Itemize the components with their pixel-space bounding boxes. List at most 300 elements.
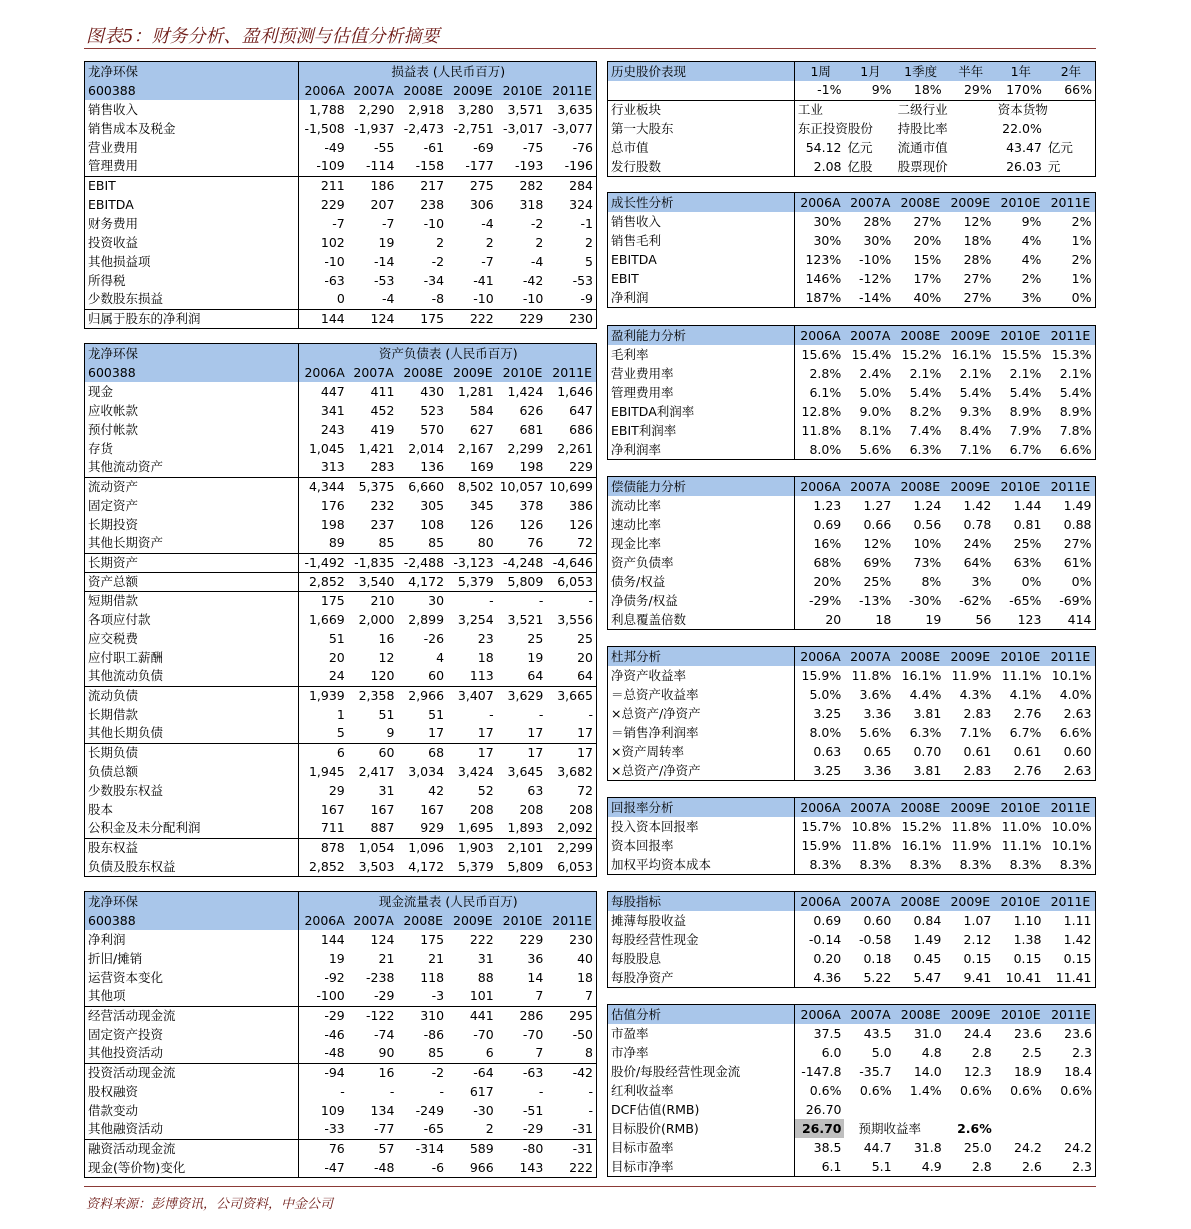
cell-value: 2007A <box>348 81 398 100</box>
cell-value: 2006A <box>794 892 844 911</box>
cell-value: 38.5 <box>794 1138 844 1157</box>
table-row <box>608 1081 1095 1100</box>
cell-value: 5 <box>299 724 348 743</box>
cell-value: 72 <box>577 535 593 551</box>
cell-value: -94 <box>299 1063 348 1082</box>
row-label: 少数股东损益 <box>88 291 164 307</box>
cell-value: 2,000 <box>358 611 395 627</box>
table-header-row <box>85 892 596 911</box>
table-row <box>85 1158 596 1177</box>
row-label: 投入资本回报率 <box>611 818 699 834</box>
cell-value: -3,123 <box>447 553 497 572</box>
cell-value: 22.0% <box>1002 120 1042 136</box>
cell-value: 85 <box>428 1045 445 1061</box>
cell-value: 175 <box>299 591 348 610</box>
cell-value: 2.76 <box>1013 762 1042 778</box>
cell-value: -30% <box>909 592 942 608</box>
cell-value: 5.6% <box>859 724 892 740</box>
cell-value: 8,502 <box>447 477 497 496</box>
cell-value: -0.14 <box>794 930 844 949</box>
cell-value: 资产负债表 (人民币百万) <box>299 344 596 363</box>
cell-value: 17 <box>447 743 497 762</box>
cell-value: 6.3% <box>909 724 942 740</box>
cell-value: 60 <box>348 743 398 762</box>
cell-value: 2009E <box>945 1005 995 1024</box>
cell-value: 8.0% <box>794 440 844 459</box>
cell-value: 2% <box>1071 213 1092 229</box>
cell-value: 26.03 <box>1006 158 1042 174</box>
cell-value: 3.6% <box>859 686 892 702</box>
table-row <box>608 1100 1095 1119</box>
cell-value: 7 <box>585 988 593 1004</box>
table-row <box>85 1006 596 1025</box>
cell-value: 10.0% <box>1051 818 1092 834</box>
cell-value: 109 <box>299 1101 348 1120</box>
cell-value: 股票现价 <box>897 158 948 174</box>
cell-value: 3,424 <box>457 763 494 779</box>
cell-value: -1,835 <box>348 553 398 572</box>
cell-value: 2,261 <box>557 440 593 456</box>
cell-value: 工业 <box>794 100 844 119</box>
row-label: 摊薄每股收益 <box>611 912 687 928</box>
cell-value <box>945 100 995 119</box>
cell-value: -65 <box>423 1121 445 1137</box>
table-row <box>85 458 596 477</box>
cell-value: 东正投资股份 <box>794 119 844 138</box>
cell-value: 5.0 <box>871 1044 892 1060</box>
cell-value: 1.27 <box>863 497 892 513</box>
cell-value: -48 <box>299 1044 348 1063</box>
cell-value: 2009E <box>447 363 497 382</box>
cell-value: 627 <box>469 421 494 437</box>
table-row <box>85 195 596 214</box>
cell-value: 2.63 <box>1063 705 1092 721</box>
cell-value: -70 <box>473 1026 494 1042</box>
cell-value: 1季度 <box>895 62 945 81</box>
cell-value: 18 <box>477 649 494 665</box>
cell-value: 229 <box>569 459 593 475</box>
table-row <box>85 572 596 591</box>
cell-value: 6.6% <box>1059 441 1092 457</box>
cell-value: 3,521 <box>507 611 544 627</box>
cell-value: -51 <box>522 1102 544 1118</box>
table-row <box>608 572 1095 591</box>
table-row <box>608 100 1095 119</box>
cell-value: 27% <box>1063 535 1092 551</box>
cell-value: 43.47 <box>1006 139 1042 155</box>
cell-value: 2,014 <box>408 440 445 456</box>
cell-value: 15.2% <box>901 818 942 834</box>
cell-value: 229 <box>519 931 544 947</box>
cell-value: 43.5 <box>863 1025 892 1041</box>
cell-value: 5.0% <box>859 384 892 400</box>
row-label: 每股股息 <box>611 950 662 966</box>
cell-value: 2 <box>485 1121 494 1137</box>
solvency-grid <box>608 477 1095 629</box>
cell-value: 16% <box>794 534 844 553</box>
row-label: 偿债能力分析 <box>608 477 794 496</box>
cell-value: 283 <box>370 459 395 475</box>
cell-value <box>1045 1119 1095 1138</box>
cell-value: -34 <box>423 272 445 288</box>
cell-value: 2006A <box>299 81 348 100</box>
cell-value: 3,571 <box>507 101 544 117</box>
row-label: 资产总额 <box>85 572 299 591</box>
cell-value: 1.4% <box>909 1082 942 1098</box>
cell-value: -2,751 <box>453 120 494 136</box>
row-label: 负债及股东权益 <box>88 858 176 874</box>
cell-value: - <box>439 1083 445 1099</box>
cell-value: 414 <box>1067 611 1092 627</box>
cell-value: 14 <box>527 969 544 985</box>
cell-value: 146% <box>794 269 844 288</box>
cell-value: -29 <box>373 988 395 1004</box>
cell-value: 18.4 <box>1064 1063 1092 1079</box>
cell-value: 7.4% <box>909 422 942 438</box>
table-row <box>85 290 596 309</box>
cell-value: 2年 <box>1045 62 1095 81</box>
cell-value: -47 <box>299 1158 348 1177</box>
cell-value: 30% <box>863 232 892 248</box>
cell-value: 2007A <box>844 892 894 911</box>
cell-value: 1,903 <box>447 838 497 857</box>
row-label: 红利收益率 <box>611 1082 674 1098</box>
cell-value: 7 <box>535 988 544 1004</box>
cell-value: 5,379 <box>457 858 494 874</box>
cell-value: 4.4% <box>909 686 942 702</box>
cell-value: 2,899 <box>408 611 445 627</box>
cell-value: 2.8 <box>971 1044 992 1060</box>
cell-value: -4 <box>481 215 494 231</box>
cell-value: -53 <box>572 272 593 288</box>
cell-value: -7 <box>299 214 348 233</box>
cell-value: 17 <box>497 743 547 762</box>
row-label: 净利润 <box>611 289 649 305</box>
cell-value: 15% <box>913 251 942 267</box>
cell-value: 134 <box>370 1102 395 1118</box>
cell-value: 29% <box>963 82 992 98</box>
cell-value: 亿元 <box>847 139 873 155</box>
cell-value: 9.0% <box>859 403 892 419</box>
cell-value <box>945 119 995 138</box>
cell-value: 6 <box>485 1045 494 1061</box>
cell-value: -49 <box>299 138 348 157</box>
row-label: 营业费用 <box>88 139 139 155</box>
cell-value: 17% <box>913 270 942 286</box>
cell-value: 25% <box>1013 535 1042 551</box>
cell-value: 元 <box>1047 158 1061 174</box>
cell-value: 4.8 <box>921 1044 942 1060</box>
cell-value: 2010E <box>994 798 1044 817</box>
table-row <box>608 761 1095 780</box>
table-row <box>85 100 596 119</box>
cell-value: 118 <box>420 969 445 985</box>
cell-value: 0.15 <box>963 950 992 966</box>
cell-value: 198 <box>519 459 544 475</box>
cell-value: 1 <box>299 705 348 724</box>
table-row <box>608 383 1095 402</box>
cell-value: 0.81 <box>1013 516 1042 532</box>
row-label: 利息覆盖倍数 <box>611 611 687 627</box>
cell-value: 4.3% <box>959 686 992 702</box>
cell-value: 2.3 <box>1072 1044 1092 1060</box>
cell-value: 2,092 <box>557 820 593 836</box>
cell-value: 167 <box>420 801 445 817</box>
cell-value: 341 <box>299 401 348 420</box>
cell-value: -109 <box>299 157 348 176</box>
cell-value: -4,646 <box>546 553 596 572</box>
row-label: 现金(等价物)变化 <box>88 1159 186 1175</box>
table-row <box>608 855 1095 874</box>
title-rule <box>84 48 1096 49</box>
cell-value: 2009E <box>944 326 994 345</box>
table-row <box>608 288 1095 307</box>
cell-value: 7.1% <box>959 724 992 740</box>
row-label: 债务/权益 <box>611 573 666 589</box>
cell-value: 4.0% <box>1059 686 1092 702</box>
table-row <box>85 214 596 233</box>
cell-value: 12% <box>863 535 892 551</box>
cell-value: 3,665 <box>546 686 596 705</box>
cell-value: 9 <box>386 725 395 741</box>
table-header-row <box>85 911 596 930</box>
cell-value: 0.20 <box>794 949 844 968</box>
cell-value: 6.1 <box>794 1157 844 1176</box>
cell-value: 5 <box>585 253 593 269</box>
cell-value: 27% <box>913 213 942 229</box>
cell-value: 16.1% <box>951 346 992 362</box>
row-label: 应交税费 <box>88 630 139 646</box>
cell-value: -48 <box>373 1159 395 1175</box>
cell-value: 4% <box>1021 232 1042 248</box>
cell-value: 211 <box>299 176 348 195</box>
table-row <box>85 987 596 1006</box>
row-label: 营业费用率 <box>611 365 674 381</box>
table-row <box>85 401 596 420</box>
table-row <box>85 762 596 781</box>
cell-value: 4 <box>436 649 445 665</box>
per-share-grid <box>608 892 1095 987</box>
row-label: 净债务/权益 <box>611 592 678 608</box>
row-label: 净利润 <box>88 931 126 947</box>
cell-value: -80 <box>497 1139 547 1158</box>
cell-value: 40 <box>577 950 593 966</box>
cell-value: 1% <box>1071 270 1092 286</box>
row-label: 销售成本及税金 <box>88 120 176 136</box>
cell-value: 1年 <box>995 62 1045 81</box>
cell-value: 2008E <box>894 647 944 666</box>
cell-value <box>1045 119 1095 138</box>
cell-value: 0% <box>1071 573 1092 589</box>
row-label: 股东权益 <box>85 838 299 857</box>
cell-value: 24.4 <box>963 1025 992 1041</box>
cell-value: 3,034 <box>408 763 445 779</box>
row-label: 资本回报率 <box>611 837 674 853</box>
cell-value: 2008E <box>397 363 447 382</box>
table-row <box>608 402 1095 421</box>
cell-value: -29 <box>299 1006 348 1025</box>
table-header-row <box>85 363 596 382</box>
cell-value: 15.6% <box>794 345 844 364</box>
cell-value: 23.6 <box>1064 1025 1092 1041</box>
cell-value: 186 <box>348 176 398 195</box>
cell-value: 2011E <box>1044 477 1094 496</box>
table-row <box>608 421 1095 440</box>
table-row <box>608 817 1095 836</box>
cell-value: -42 <box>522 272 544 288</box>
cell-value: 3,556 <box>557 611 593 627</box>
table-row <box>608 553 1095 572</box>
cell-value: -2,473 <box>403 120 445 136</box>
cell-value: 176 <box>299 496 348 515</box>
table-row <box>85 1063 596 1082</box>
cell-value: 5.1 <box>871 1158 892 1174</box>
table-row <box>85 591 596 610</box>
cell-value: 3,280 <box>457 101 494 117</box>
cell-value: 11.1% <box>1001 837 1042 853</box>
cell-value: 419 <box>370 421 395 437</box>
row-label: 应收帐款 <box>88 402 139 418</box>
cell-value: 230 <box>569 931 593 947</box>
cell-value: 15.2% <box>901 346 942 362</box>
cell-value: 6 <box>299 743 348 762</box>
cell-value: 2,417 <box>358 763 395 779</box>
cell-value: 10.8% <box>851 818 892 834</box>
cell-value: - <box>546 591 596 610</box>
cell-value: -42 <box>546 1063 596 1082</box>
cell-value: -4 <box>530 253 544 269</box>
cell-value <box>995 1100 1045 1119</box>
table-row <box>608 911 1095 930</box>
row-label: 存货 <box>88 440 114 456</box>
cell-value: -2 <box>397 1063 447 1082</box>
cell-value: 60 <box>428 668 445 684</box>
row-label: EBIT <box>85 176 299 195</box>
row-label: 总市值 <box>611 139 649 155</box>
cell-value: 10,057 <box>497 477 547 496</box>
cell-value: -4,248 <box>497 553 547 572</box>
row-label: 龙净环保 <box>85 344 299 363</box>
cell-value: 2006A <box>794 1005 844 1024</box>
row-label: 借款变动 <box>88 1102 139 1118</box>
cell-value: 2.1% <box>1009 365 1042 381</box>
cell-value: -30 <box>473 1102 494 1118</box>
cell-value: 20% <box>913 232 942 248</box>
cell-value: -4 <box>381 291 395 307</box>
cell-value: 半年 <box>945 62 995 81</box>
cell-value: 18 <box>875 611 892 627</box>
cell-value: 1.49 <box>1063 497 1092 513</box>
row-label: 行业板块 <box>608 100 794 119</box>
cell-value: 23.6 <box>1014 1025 1042 1041</box>
cell-value: -26 <box>423 630 445 646</box>
cell-value: 222 <box>469 931 494 947</box>
table-row <box>608 440 1095 459</box>
cell-value: 208 <box>519 801 544 817</box>
cell-value: 207 <box>370 196 395 212</box>
cell-value: 6.7% <box>1009 441 1042 457</box>
cell-value: -100 <box>299 987 348 1006</box>
row-label: 净利润率 <box>611 441 662 457</box>
cell-value: -70 <box>522 1026 544 1042</box>
returns-table <box>607 797 1096 875</box>
cell-value: 144 <box>299 930 348 949</box>
cell-value: -74 <box>373 1026 395 1042</box>
table-row <box>85 610 596 629</box>
cell-value: 3,254 <box>457 611 494 627</box>
cell-value: 570 <box>420 421 445 437</box>
row-label: 龙净环保 <box>85 62 299 81</box>
cell-value: 0.63 <box>794 742 844 761</box>
cell-value: 51 <box>378 706 395 722</box>
cell-value: 441 <box>447 1006 497 1025</box>
cell-value: -14 <box>373 253 395 269</box>
cell-value: 3.36 <box>863 762 892 778</box>
cell-value: 2011E <box>546 363 596 382</box>
cell-value: 237 <box>370 516 395 532</box>
table-row <box>85 629 596 648</box>
table-row <box>85 930 596 949</box>
cell-value: -10 <box>473 291 494 307</box>
cell-value: 2010E <box>497 81 547 100</box>
cashflow-grid <box>85 892 596 1177</box>
row-label: 股权融资 <box>88 1083 139 1099</box>
balance-grid <box>85 344 596 876</box>
cell-value: 2008E <box>894 477 944 496</box>
row-label: 其他融资活动 <box>88 1121 164 1137</box>
cell-value: 584 <box>469 402 494 418</box>
table-row <box>608 968 1095 987</box>
cell-value: 51 <box>299 629 348 648</box>
per-share-table <box>607 891 1096 988</box>
row-label: 600388 <box>85 911 299 930</box>
row-label: 每股经营性现金 <box>611 931 699 947</box>
cell-value: 24 <box>299 667 348 686</box>
cell-value: 313 <box>299 458 348 477</box>
cell-value: 887 <box>370 820 395 836</box>
row-label: 现金 <box>88 383 114 399</box>
cell-value: 1.42 <box>1063 931 1092 947</box>
table-row <box>85 819 596 838</box>
cell-value: 2007A <box>844 798 894 817</box>
cell-value: 7.8% <box>1059 422 1092 438</box>
cell-value: 3% <box>1021 289 1042 305</box>
cell-value: 0.78 <box>963 516 992 532</box>
row-label: 销售毛利 <box>611 232 662 248</box>
cell-value: -62% <box>959 592 992 608</box>
cell-value: 305 <box>420 497 445 513</box>
cell-value: 2.83 <box>963 705 992 721</box>
cell-value: 8.3% <box>794 855 844 874</box>
row-label: 其他流动负债 <box>88 668 164 684</box>
cell-value: -2,488 <box>397 553 447 572</box>
cell-value: 5.4% <box>1009 384 1042 400</box>
cell-value: 208 <box>469 801 494 817</box>
table-header-row <box>608 1005 1095 1024</box>
row-label: ×总资产/净资产 <box>611 762 701 778</box>
cell-value: 2 <box>436 234 445 250</box>
row-label: DCF估值(RMB) <box>611 1101 700 1117</box>
cell-value: 3.36 <box>863 705 892 721</box>
cell-value: -12% <box>858 270 892 286</box>
table-row <box>85 138 596 157</box>
cell-value: 8.1% <box>859 422 892 438</box>
cell-value: 10.41 <box>1005 969 1042 985</box>
cell-value: 2,290 <box>358 101 395 117</box>
cell-value: 1,939 <box>299 686 348 705</box>
table-row <box>85 686 596 705</box>
cell-value: 386 <box>569 497 593 513</box>
